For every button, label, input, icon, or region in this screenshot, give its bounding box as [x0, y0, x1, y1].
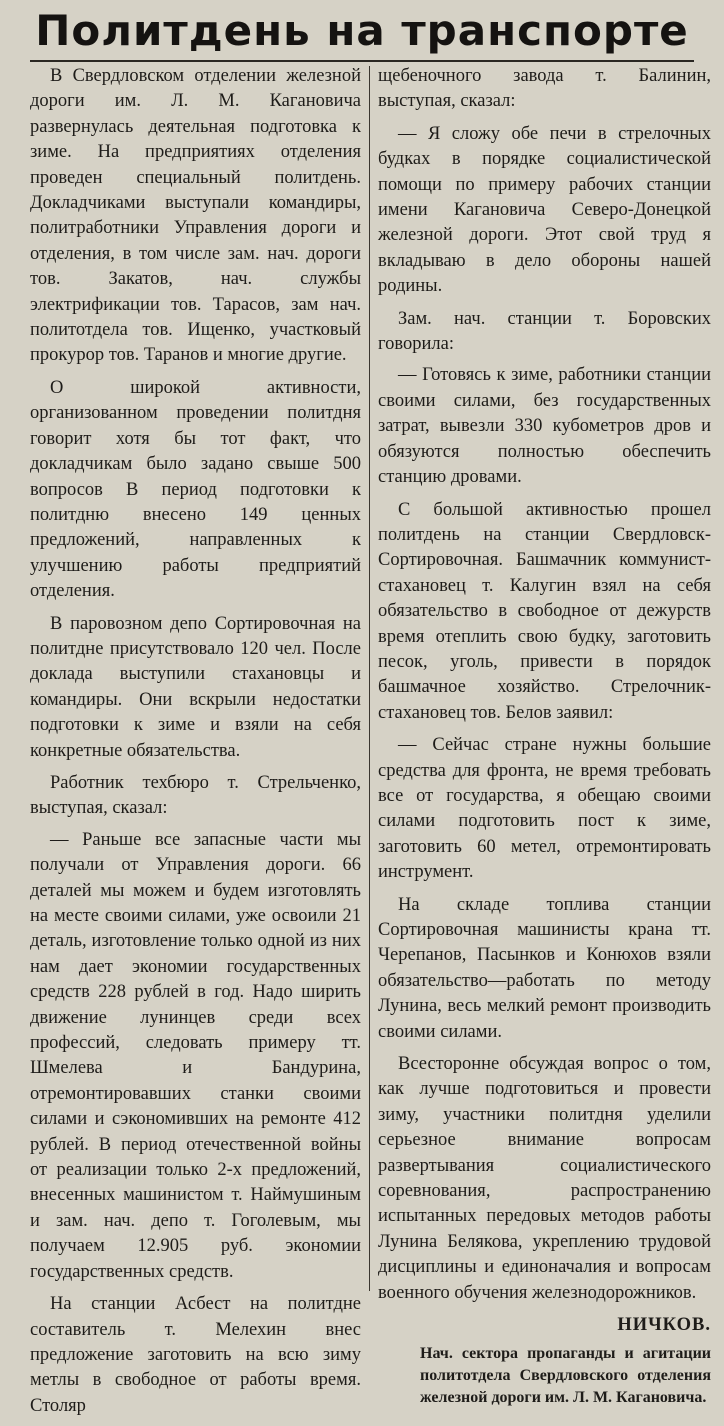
- paragraph: Зам. нач. станции т. Боровских говорила:: [378, 308, 711, 355]
- headline-rule: [30, 60, 694, 62]
- right-column: [378, 64, 711, 1409]
- paragraph: Всесторонне обсуждая вопрос о том, как лучше подготовиться и провести зиму, участники политдня уделили серьезное внимание вопросам развертывания социалистического соревнования, распространению испытанных передовых методов работы Лунина Белякова, укреплению трудовой дисциплины и единоначалия и вопросам военного обучения железнодорожников.: [378, 1054, 711, 1303]
- paragraph: — Сейчас стране нужны большие средства для фронта, не время требовать все от государства, я обещаю своими силами подготовить пост к зиме, заготовить 60 метел, отремонтировать инструмент.: [378, 735, 711, 883]
- paragraph: На складе топлива станции Сортировочная машинисты крана тт. Черепанов, Пасынков и Конюхов взяли обязательство—работать по методу Лунина, весь мелкий ремонт производить своими силами.: [378, 894, 711, 1042]
- paragraph: — Я сложу обе печи в стрелочных будках в порядке социалистической помощи по примеру рабочих станции имени Кагановича Северо-Донецкой железной дороги. Этот свой труд я вкладываю в дело обороны нашей родины.: [378, 123, 711, 297]
- headline: Политдень на транспорте: [35, 6, 689, 55]
- paragraph: В Свердловском отделении железной дороги им. Л. М. Кагановича развернулась деятельная подготовка к зиме. На предприятиях отделения проведен специальный политдень. Докладчиками выступали командиры, политработники Управления дороги и отделения, в том числе зам. нач. дороги тов. Закатов, нач. службы электрификации тов. Тарасов, зам нач. политотдела тов. Ищенко, участковый прокурор тов. Таранов и многие другие.: [30, 66, 361, 366]
- paragraph: С большой активностью прошел политдень на станции Свердловск-Сортировочная. Башмачник коммунист-стахановец т. Калугин взял на себя обязательство в свободное от дежурств время отеплить свою будку, заготовить песок, уголь, привести в порядок башмачное хозяйство. Стрелочник-стахановец тов. Белов заявил:: [378, 499, 711, 723]
- paragraph: О широкой активности, организованном проведении политдня говорит хотя бы тот факт, что докладчикам было задано свыше 500 вопросов В период подготовки к политдню внесено 149 ценных предложений, направленных к улучшению работы предприятий отделения.: [30, 377, 361, 602]
- left-column: [30, 64, 361, 1426]
- author-credit: Нач. сектора пропаганды и агитации политотдела Свердловского отделения железной дороги им. Л. М. Кагановича.: [420, 1344, 711, 1406]
- paragraph: — Готовясь к зиме, работники станции своими силами, без государственных затрат, вывезли 330 кубометров дров и обязуются полностью обеспечить станцию дровами.: [378, 365, 711, 488]
- paragraph: В паровозном депо Сортировочная на политдне присутствовало 120 чел. После доклада выступили стахановцы и командиры. Они вскрыли недостатки подготовки к зиме и взяли на себя конкретные обязательства.: [30, 613, 361, 761]
- paragraph: — Раньше все запасные части мы получали от Управления дороги. 66 деталей мы можем и будем изготовлять на месте своими силами, уже освоили 21 деталь, изготовление только одной из них нам дает экономии государственных средств 228 рублей в год. Надо ширить движение лунинцев среди всех профессий, следовать примеру тт. Шмелева и Бандурина, отремонтировавших станки своими силами и сэкономивших на ремонте 412 рублей. В период отечественной войны от реализации только 2-х предложений, внесенных машинистом т. Наймушиным и зам. нач. депо т. Гоголевым, мы получаем 12.905 руб. экономии государственных средств.: [30, 829, 361, 1282]
- paragraph: На станции Асбест на политдне составитель т. Мелехин внес предложение заготовить на всю зиму метлы в свободное от работы время. Столяр: [30, 1294, 361, 1416]
- paragraph: щебеночного завода т. Балинин, выступая, сказал:: [378, 66, 711, 112]
- paragraph: Работник техбюро т. Стрельченко, выступая, сказал:: [30, 772, 361, 819]
- column-divider: [369, 66, 370, 1291]
- author-signature: НИЧКОВ.: [617, 1315, 711, 1336]
